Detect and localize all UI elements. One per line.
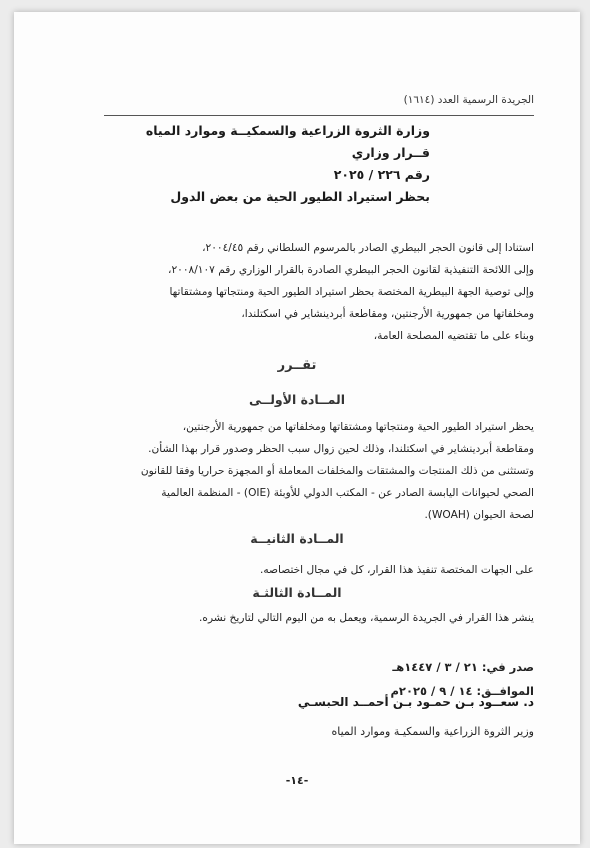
- preamble-line: ومخلفاتها من جمهورية الأرجنتين، ومقاطعة أبردينشاير في اسكتلندا،: [241, 308, 534, 320]
- gazette-issue-header: الجريدة الرسمية العدد (١٦١٤): [403, 94, 534, 106]
- article-1-body: [62, 416, 534, 526]
- article-1-line: يحظر استيراد الطيور الحية ومنتجاتها ومشتقاتها ومخلفاتها من جمهورية الأرجنتين،: [182, 421, 534, 433]
- decides-heading: تقــرر: [277, 358, 317, 373]
- article-1-line: ومقاطعة أبردينشاير في اسكتلندا، وذلك لحين زوال سبب الحظر وصدور قرار بهذا الشأن.: [148, 443, 534, 455]
- signatory-name: د. سعــود بـن حمـود بـن أحمــد الحبسـي: [297, 695, 534, 709]
- issued-date-hijri: صدر في: ٢١ / ٣ / ١٤٤٧هـ: [392, 660, 534, 674]
- article-1-line: الصحي لحيوانات اليابسة الصادر عن - المكتب الدولي للأوبئة (OIE) - المنظمة العالمية: [161, 487, 534, 499]
- article-1-line: لصحة الحيوان (WOAH).: [424, 509, 534, 521]
- preamble: [62, 237, 534, 347]
- article-1-line: وتستثنى من ذلك المنتجات والمشتقات والمخلفات المعاملة أو المجهزة حراريا وفقا للقانون: [140, 465, 534, 477]
- article-2-heading: المــادة الثانيــة: [250, 531, 344, 546]
- decision-number: رقم ٢٢٦ / ٢٠٢٥: [333, 167, 430, 182]
- document-page: [14, 12, 580, 844]
- issued-date-gregorian: الموافــق: ١٤ / ٩ / ٢٠٢٥م: [390, 684, 534, 698]
- preamble-line: وإلى توصية الجهة البيطرية المختصة بحظر استيراد الطيور الحية ومنتجاتها ومشتقاتها: [169, 286, 534, 298]
- decision-type: قــرار وزاري: [351, 145, 430, 160]
- page-content: [14, 12, 580, 844]
- preamble-line: وبناء على ما تقتضيه المصلحة العامة،: [373, 330, 534, 342]
- page-number: -١٤-: [285, 774, 309, 787]
- decision-subject: بحظر استيراد الطيور الحية من بعض الدول: [170, 189, 430, 204]
- header-rule: [104, 115, 534, 116]
- article-3-heading: المــادة الثالثـة: [252, 585, 342, 600]
- article-2-body: على الجهات المختصة تنفيذ هذا القرار، كل في مجال اختصاصه.: [259, 564, 534, 576]
- article-1-heading: المــادة الأولــى: [249, 392, 345, 407]
- preamble-line: وإلى اللائحة التنفيذية لقانون الحجر البيطري الصادرة بالقرار الوزاري رقم ٢٠٠٨/١٠٧،: [168, 264, 534, 276]
- article-3-body: ينشر هذا القرار في الجريدة الرسمية، ويعمل به من اليوم التالي لتاريخ نشره.: [199, 612, 534, 624]
- signatory-title: وزير الثروة الزراعية والسمكيـة وموارد المياه: [331, 725, 534, 738]
- ministry-title: وزارة الثروة الزراعية والسمكيــة وموارد المياه: [145, 123, 430, 138]
- preamble-line: استنادا إلى قانون الحجر البيطري الصادر بالمرسوم السلطاني رقم ٢٠٠٤/٤٥،: [202, 242, 534, 254]
